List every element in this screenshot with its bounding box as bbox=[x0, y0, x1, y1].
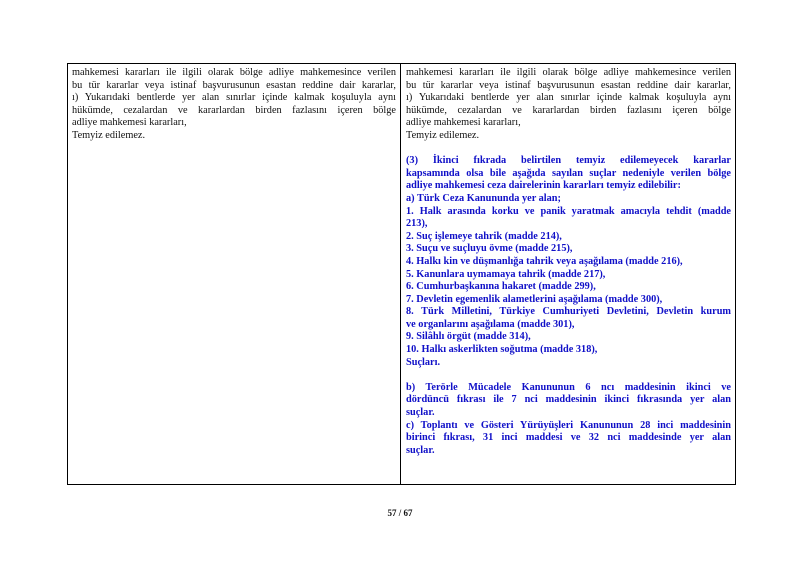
amendment-line: suçlar. bbox=[406, 407, 435, 419]
text-line: bu tür kararlar veya istinaf başvurusunun esastan reddine dair kararlar, bbox=[406, 79, 731, 91]
page-number: 57 / 67 bbox=[387, 508, 413, 518]
amendment-line: ve organlarını aşağılama (madde 301), bbox=[406, 318, 575, 330]
comparison-table bbox=[67, 63, 736, 485]
text-line: mahkemesi kararları ile ilgili olarak bölge adliye mahkemesince verilen bbox=[406, 67, 731, 78]
left-column bbox=[68, 64, 401, 484]
text-line: ı) Yukarıdaki bentlerde yer alan sınırlar içinde kalmak koşuluyla aynı bbox=[72, 92, 396, 104]
amendment-line: 5. Kanunlara uymamaya tahrik (madde 217), bbox=[406, 268, 606, 280]
amendment-line: kapsamında olsa bile aşağıda sayılan suçlar nedeniyle verilen bölge bbox=[406, 167, 731, 179]
amendment-line: (3) İkinci fıkrada belirtilen temyiz edilemeyecek kararlar bbox=[406, 155, 731, 167]
right-column bbox=[401, 64, 735, 484]
amendment-line: 3. Suçu ve suçluyu övme (madde 215), bbox=[406, 243, 573, 255]
text-line: Temyiz edilemez. bbox=[72, 129, 146, 141]
text-line: hükümde, cezalardan ve kararlardan birden fazlasını içeren bölge bbox=[72, 104, 396, 116]
amendment-line: birinci fıkrası, 31 inci maddesi ve 32 nci maddesinde yer alan bbox=[406, 432, 731, 444]
text-line: bu tür kararlar veya istinaf başvurusunun esastan reddine dair kararlar, bbox=[72, 79, 396, 91]
text-line: adliye mahkemesi kararları, bbox=[72, 117, 187, 129]
text-line: mahkemesi kararları ile ilgili olarak bölge adliye mahkemesince verilen bbox=[72, 67, 396, 78]
amendment-line: dördüncü fıkrası ile 7 nci maddesinin ikinci fıkrasında yer alan bbox=[406, 394, 731, 406]
amendment-line: Suçları. bbox=[406, 356, 441, 368]
amendment-block bbox=[406, 155, 731, 457]
amendment-line: suçlar. bbox=[406, 444, 435, 456]
text-line: ı) Yukarıdaki bentlerde yer alan sınırlar içinde kalmak koşuluyla aynı bbox=[406, 92, 731, 104]
amendment-line: 8. Türk Milletini, Türkiye Cumhuriyeti Devletini, Devletin kurum bbox=[406, 306, 731, 318]
amendment-line: 4. Halkı kin ve düşmanlığa tahrik veya aşağılama (madde 216), bbox=[406, 255, 683, 267]
text-line: Temyiz edilemez. bbox=[406, 129, 480, 141]
text-line: adliye mahkemesi kararları, bbox=[406, 117, 521, 129]
amendment-line: 213), bbox=[406, 218, 428, 230]
amendment-line: a) Türk Ceza Kanununda yer alan; bbox=[406, 192, 561, 204]
amendment-line: b) Terörle Mücadele Kanununun 6 ncı maddesinin ikinci ve bbox=[406, 381, 731, 393]
text-line: hükümde, cezalardan ve kararlardan birden fazlasını içeren bölge bbox=[406, 104, 731, 116]
amendment-line: 1. Halk arasında korku ve panik yaratmak amacıyla tehdit (madde bbox=[406, 205, 731, 217]
amendment-line: 2. Suç işlemeye tahrik (madde 214), bbox=[406, 230, 562, 242]
amendment-line: adliye mahkemesi ceza dairelerinin kararları temyiz edilebilir: bbox=[406, 180, 681, 192]
amendment-line: 9. Silâhlı örgüt (madde 314), bbox=[406, 331, 531, 343]
amendment-line: c) Toplantı ve Gösteri Yürüyüşleri Kanununun 28 inci maddesinin bbox=[406, 419, 731, 431]
amendment-line: 6. Cumhurbaşkanına hakaret (madde 299), bbox=[406, 281, 596, 293]
amendment-line: 7. Devletin egemenlik alametlerini aşağılama (madde 300), bbox=[406, 293, 663, 305]
amendment-line: 10. Halkı askerlikten soğutma (madde 318), bbox=[406, 344, 598, 356]
